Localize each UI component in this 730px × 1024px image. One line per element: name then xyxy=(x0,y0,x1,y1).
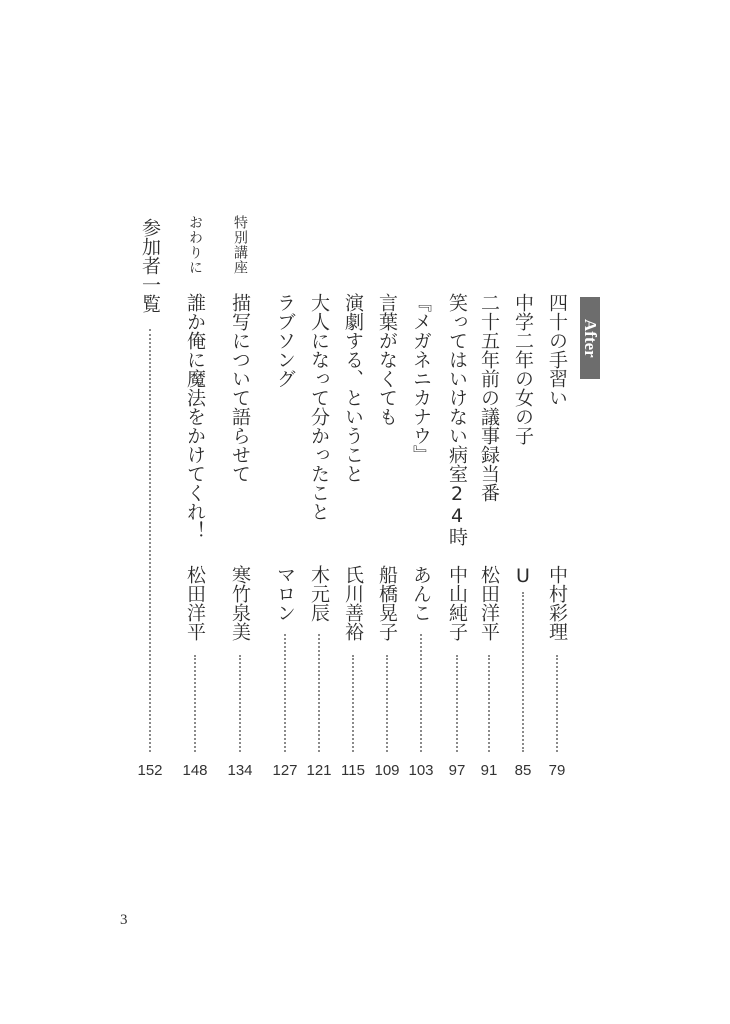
toc-page-number: 103 xyxy=(408,762,434,779)
toc-title: 大人になって分かったこと xyxy=(308,293,330,521)
toc-title: 参加者一覧 xyxy=(139,218,161,313)
toc-leader-dots xyxy=(522,592,524,752)
toc-title: 描写について語らせて xyxy=(229,293,251,483)
toc-author: 松田洋平 xyxy=(478,565,500,641)
toc-leader-dots xyxy=(488,655,490,752)
toc-author: マロン xyxy=(274,565,296,622)
toc-leader-dots xyxy=(239,655,241,752)
toc-leader-dots xyxy=(420,634,422,752)
toc-author: 寒竹泉美 xyxy=(229,565,251,641)
toc-title: 言葉がなくても xyxy=(376,293,398,426)
toc-author: 中山純子 xyxy=(446,565,468,641)
toc-author: 木元辰 xyxy=(308,565,330,622)
toc-leader-dots xyxy=(556,655,558,752)
section-badge-label: After xyxy=(581,318,600,358)
toc-author: 松田洋平 xyxy=(184,565,206,641)
toc-title: 誰か俺に魔法をかけてくれ！ xyxy=(184,293,206,540)
toc-page-number: 109 xyxy=(374,762,400,779)
toc-leader-dots xyxy=(352,655,354,752)
toc-leader-dots xyxy=(386,655,388,752)
toc-author: あんこ xyxy=(410,565,432,622)
toc-leader-dots xyxy=(194,655,196,752)
toc-page-number: 127 xyxy=(272,762,298,779)
toc-title: 笑ってはいけない病室24時 xyxy=(446,293,468,546)
toc-title: 四十の手習い xyxy=(546,293,568,407)
toc-author: 氏川善裕 xyxy=(342,565,364,641)
toc-author: 船橋晃子 xyxy=(376,565,398,641)
toc-page-number: 134 xyxy=(227,762,253,779)
toc-page-number: 85 xyxy=(514,762,532,779)
toc-title: 『メガネニカナウ』 xyxy=(410,293,432,464)
toc-leader-dots xyxy=(318,634,320,752)
toc-page-number: 97 xyxy=(448,762,466,779)
toc-section-label: 特別講座 xyxy=(232,215,248,275)
toc-page-number: 79 xyxy=(548,762,566,779)
toc-title: 中学二年の女の子 xyxy=(512,293,534,445)
toc-author: U xyxy=(512,565,534,587)
toc-title: ラブソング xyxy=(274,293,296,388)
toc-page-number: 91 xyxy=(480,762,498,779)
toc-leader-dots xyxy=(149,329,151,752)
toc-title: 演劇する、ということ xyxy=(342,293,364,483)
toc-page-number: 148 xyxy=(182,762,208,779)
toc-page-number: 115 xyxy=(341,762,365,779)
toc-page-number: 152 xyxy=(137,762,163,779)
toc-title: 二十五年前の議事録当番 xyxy=(478,293,500,502)
toc-author: 中村彩理 xyxy=(546,565,568,641)
toc-leader-dots xyxy=(284,634,286,752)
toc-section-label: おわりに xyxy=(187,215,203,275)
section-badge-after xyxy=(580,297,600,379)
page-number: 3 xyxy=(120,912,128,928)
toc-leader-dots xyxy=(456,655,458,752)
toc-page-number: 121 xyxy=(306,762,332,779)
